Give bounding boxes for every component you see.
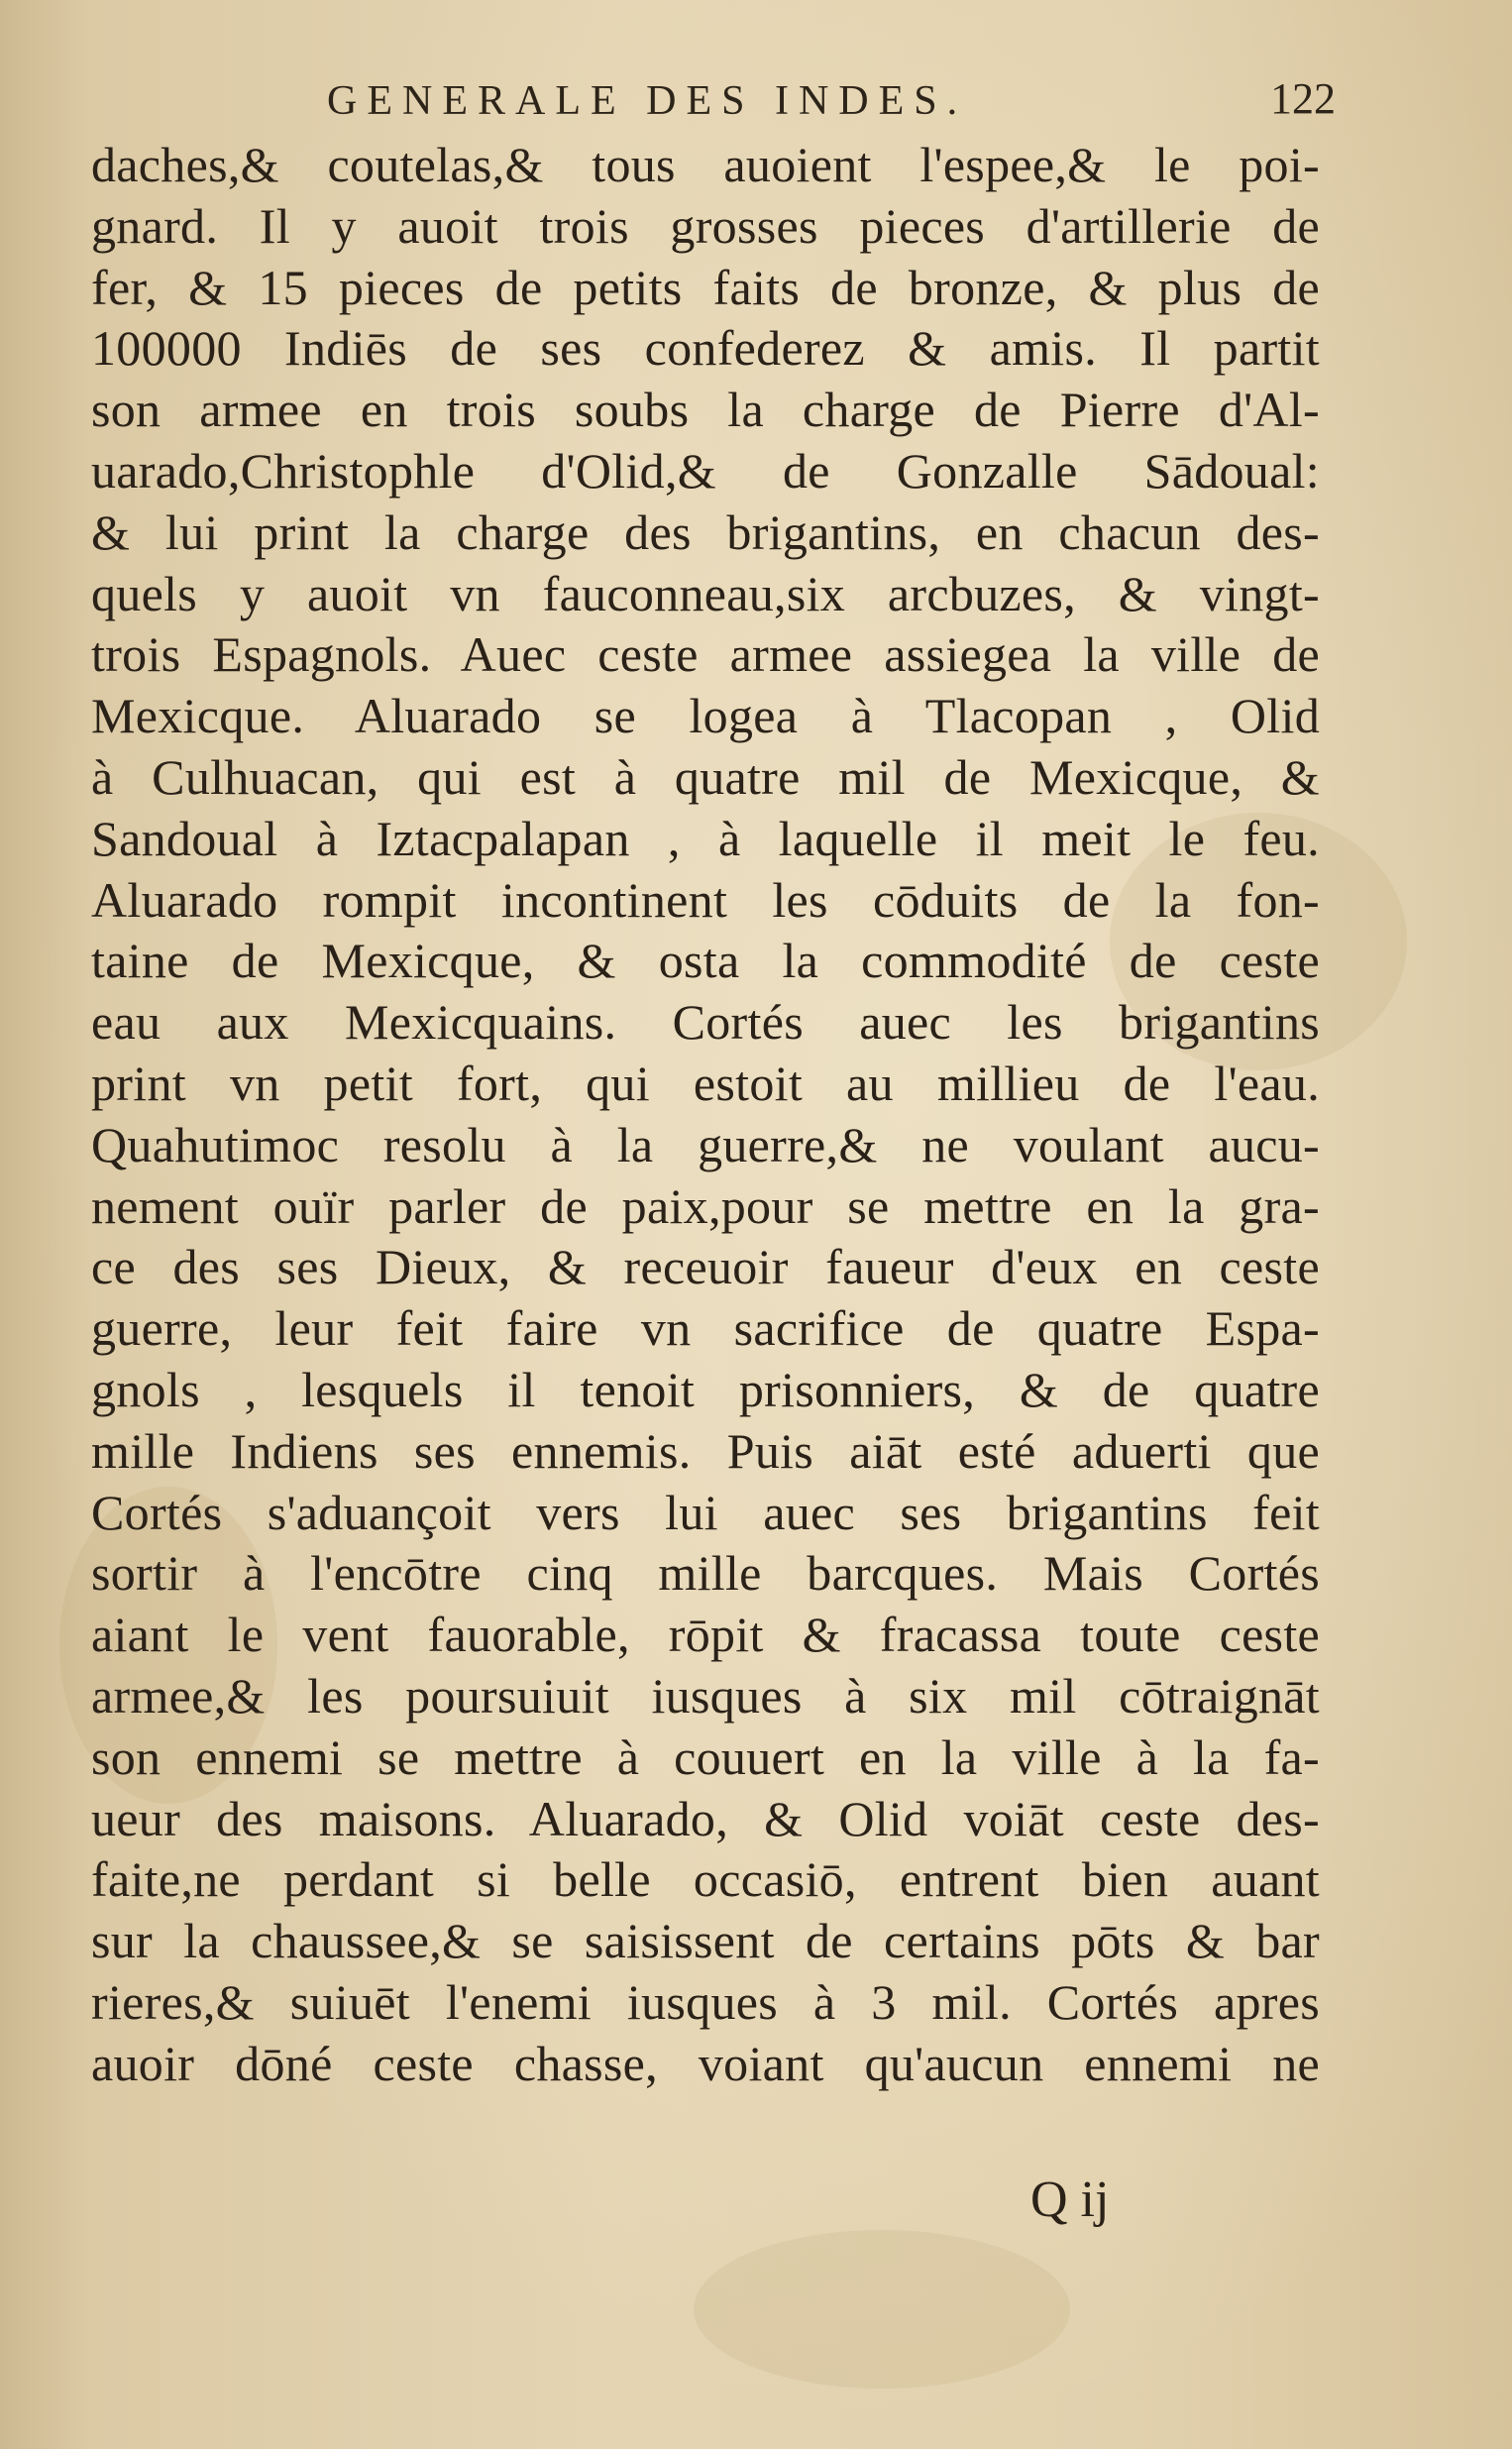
text-line: ce des ses Dieux, & receuoir faueur d'eux en ceste bbox=[91, 1239, 1320, 1295]
text-line: faite,ne perdant si belle occasiō, entrent bien auant bbox=[91, 1851, 1320, 1908]
body-text bbox=[91, 135, 1320, 2095]
text-line: rieres,& suiuēt l'enemi iusques à 3 mil. Cortés apres bbox=[91, 1973, 1320, 2030]
running-title: GENERALE DES INDES. bbox=[327, 78, 968, 124]
text-line: trois Espagnols. Auec ceste armee assiegea la ville de bbox=[91, 626, 1320, 683]
text-line: quels y auoit vn fauconneau,six arcbuzes, & vingt- bbox=[91, 565, 1320, 621]
text-line: sortir à l'encōtre cinq mille barcques. Mais Cortés bbox=[91, 1545, 1320, 1602]
text-line: mille Indiens ses ennemis. Puis aiāt esté aduerti que bbox=[91, 1422, 1320, 1479]
paper-stain bbox=[694, 2230, 1070, 2389]
text-line: son ennemi se mettre à couuert en la ville à la fa- bbox=[91, 1728, 1320, 1785]
text-line: daches,& coutelas,& tous auoient l'espee,& le poi- bbox=[91, 137, 1320, 192]
text-line: sur la chaussee,& se saisissent de certains pōts & bar bbox=[91, 1913, 1320, 1969]
signature-mark: Q ij bbox=[1030, 2171, 1110, 2228]
text-line: taine de Mexicque, & osta la commodité de ceste bbox=[91, 933, 1320, 989]
text-line: & lui print la charge des brigantins, en chacun des- bbox=[91, 503, 1320, 560]
text-line: gnard. Il y auoit trois grosses pieces d'artillerie de bbox=[91, 197, 1320, 254]
text-line: print vn petit fort, qui estoit au millieu de l'eau. bbox=[91, 1055, 1320, 1111]
text-line: Sandoual à Iztacpalapan , à laquelle il meit le feu. bbox=[91, 810, 1320, 866]
text-line: Mexicque. Aluarado se logea à Tlacopan , Olid bbox=[91, 688, 1320, 744]
text-line: 100000 Indiēs de ses confederez & amis. Il partit bbox=[91, 320, 1320, 377]
page-number: 122 bbox=[1270, 74, 1336, 123]
text-line: uarado,Christophle d'Olid,& de Gonzalle Sādoual: bbox=[91, 442, 1320, 499]
text-line: à Culhuacan, qui est à quatre mil de Mexicque, & bbox=[91, 748, 1320, 805]
text-line: fer, & 15 pieces de petits faits de bronze, & plus de bbox=[91, 259, 1320, 315]
text-line: eau aux Mexicquains. Cortés auec les brigantins bbox=[91, 994, 1320, 1051]
text-line: Quahutimoc resolu à la guerre,& ne voulant aucu- bbox=[91, 1116, 1320, 1172]
text-line: gnols , lesquels il tenoit prisonniers, & de quatre bbox=[91, 1361, 1320, 1417]
text-line: aiant le vent fauorable, rōpit & fracassa toute ceste bbox=[91, 1607, 1320, 1663]
text-line: Aluarado rompit incontinent les cōduits de la fon- bbox=[91, 871, 1320, 928]
text-line: Cortés s'aduançoit vers lui auec ses brigantins feit bbox=[91, 1484, 1320, 1540]
text-line: armee,& les poursuiuit iusques à six mil cōtraignāt bbox=[91, 1667, 1320, 1724]
text-line: ueur des maisons. Aluarado, & Olid voiāt ceste des- bbox=[91, 1790, 1320, 1846]
text-line: son armee en trois soubs la charge de Pierre d'Al- bbox=[91, 382, 1320, 438]
text-line: guerre, leur feit faire vn sacrifice de quatre Espa- bbox=[91, 1300, 1320, 1357]
text-line: nement ouïr parler de paix,pour se mettre en la gra- bbox=[91, 1177, 1320, 1234]
text-line: auoir dōné ceste chasse, voiant qu'aucun ennemi ne bbox=[91, 2035, 1320, 2091]
